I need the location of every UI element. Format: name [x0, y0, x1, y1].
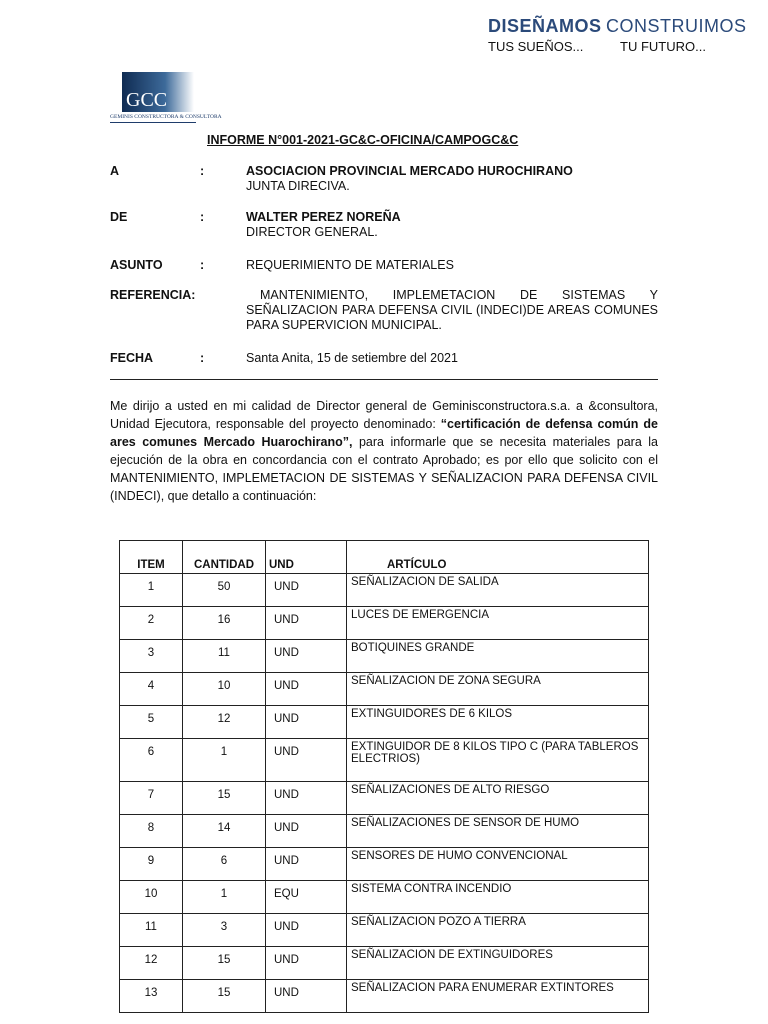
cell-unit: UND — [266, 782, 347, 815]
body-text-part1: Me dirijo a usted en mi calidad de Director general de Geminisconstructora.s.a. a &consultora, Unidad Ejecutora, responsable del proyecto denominado: — [110, 399, 658, 431]
header-unit: UND — [266, 541, 347, 574]
from-name: WALTER PEREZ NOREÑA — [246, 210, 401, 224]
cell-unit: EQU — [266, 881, 347, 914]
cell-item: 13 — [120, 980, 183, 1013]
brand-slogan-left-title: DISEÑAMOS — [488, 16, 602, 36]
cell-item: 7 — [120, 782, 183, 815]
subject-value: REQUERIMIENTO DE MATERIALES — [246, 258, 454, 272]
cell-item: 5 — [120, 706, 183, 739]
cell-unit: UND — [266, 815, 347, 848]
header-article: ARTÍCULO — [347, 541, 649, 574]
from-label: DE — [110, 210, 128, 224]
cell-item: 10 — [120, 881, 183, 914]
brand-slogan-right — [606, 16, 747, 54]
from-position: DIRECTOR GENERAL. — [246, 225, 378, 239]
cell-article: EXTINGUIDOR DE 8 KILOS TIPO C (PARA TABLEROS ELECTRIOS) — [347, 739, 649, 782]
table-header-row — [120, 541, 649, 574]
cell-article: SISTEMA CONTRA INCENDIO — [347, 881, 649, 914]
table-row — [120, 980, 649, 1013]
to-label: A — [110, 164, 120, 178]
cell-unit: UND — [266, 739, 347, 782]
cell-item: 12 — [120, 947, 183, 980]
to-value — [246, 164, 658, 194]
table-row — [120, 881, 649, 914]
to-colon: : — [200, 164, 205, 178]
from-value — [246, 210, 658, 240]
cell-item: 2 — [120, 607, 183, 640]
cell-item: 3 — [120, 640, 183, 673]
cell-article: SEÑALIZACION DE EXTINGUIDORES — [347, 947, 649, 980]
cell-quantity: 11 — [183, 640, 266, 673]
cell-unit: UND — [266, 947, 347, 980]
cell-quantity: 6 — [183, 848, 266, 881]
from-colon: : — [200, 210, 205, 224]
cell-article: BOTIQUINES GRANDE — [347, 640, 649, 673]
cell-unit: UND — [266, 574, 347, 607]
date-label: FECHA — [110, 351, 154, 365]
body-text-project-name: “certificación de defensa común de ares comunes Mercado Huarochirano”, — [110, 417, 658, 449]
table-row — [120, 739, 649, 782]
cell-quantity: 12 — [183, 706, 266, 739]
to-department: JUNTA DIRECIVA. — [246, 179, 350, 193]
table-row — [120, 815, 649, 848]
materials-table — [119, 540, 649, 1013]
brand-slogan-left-sub: TUS SUEÑOS... — [488, 39, 584, 54]
cell-article: SEÑALIZACIONES DE SENSOR DE HUMO — [347, 815, 649, 848]
brand-slogan-left — [488, 16, 602, 54]
cell-unit: UND — [266, 706, 347, 739]
cell-article: SEÑALIZACION DE ZONA SEGURA — [347, 673, 649, 706]
cell-quantity: 1 — [183, 881, 266, 914]
reference-value: MANTENIMIENTO, IMPLEMETACION DE SISTEMAS Y SEÑALIZACION PARA DEFENSA CIVIL (INDECI)DE AREAS COMUNES PARA SUPERVICION MUNICIPAL. — [246, 288, 658, 332]
cell-item: 4 — [120, 673, 183, 706]
cell-unit: UND — [266, 607, 347, 640]
cell-article: LUCES DE EMERGENCIA — [347, 607, 649, 640]
body-paragraph — [110, 397, 658, 505]
table-row — [120, 782, 649, 815]
cell-article: SEÑALIZACIONES DE ALTO RIESGO — [347, 782, 649, 815]
cell-item: 8 — [120, 815, 183, 848]
brand-slogan-right-sub: TU FUTURO... — [620, 39, 706, 54]
logo-letters: GCC — [126, 89, 168, 111]
table-row — [120, 914, 649, 947]
subject-label: ASUNTO — [110, 258, 163, 272]
cell-article: SENSORES DE HUMO CONVENCIONAL — [347, 848, 649, 881]
table-row — [120, 673, 649, 706]
cell-quantity: 16 — [183, 607, 266, 640]
cell-quantity: 50 — [183, 574, 266, 607]
brand-slogan-right-title: CONSTRUIMOS — [606, 16, 747, 36]
cell-quantity: 10 — [183, 673, 266, 706]
table-body — [120, 574, 649, 1013]
table-row — [120, 574, 649, 607]
cell-item: 1 — [120, 574, 183, 607]
header-divider — [110, 379, 658, 380]
cell-quantity: 14 — [183, 815, 266, 848]
cell-unit: UND — [266, 673, 347, 706]
cell-quantity: 15 — [183, 782, 266, 815]
reference-label: REFERENCIA: — [110, 288, 196, 302]
table-row — [120, 706, 649, 739]
cell-unit: UND — [266, 980, 347, 1013]
subject-colon: : — [200, 258, 205, 272]
table-row — [120, 607, 649, 640]
cell-unit: UND — [266, 640, 347, 673]
date-colon: : — [200, 351, 205, 365]
company-logo — [110, 72, 222, 130]
cell-unit: UND — [266, 848, 347, 881]
cell-quantity: 3 — [183, 914, 266, 947]
cell-item: 9 — [120, 848, 183, 881]
cell-article: SEÑALIZACION POZO A TIERRA — [347, 914, 649, 947]
report-title: INFORME N°001-2021-GC&C-OFICINA/CAMPOGC&C — [207, 133, 519, 147]
cell-item: 11 — [120, 914, 183, 947]
cell-article: SEÑALIZACION PARA ENUMERAR EXTINTORES — [347, 980, 649, 1013]
company-logo-icon — [110, 72, 222, 130]
header-quantity: CANTIDAD — [183, 541, 266, 574]
cell-unit: UND — [266, 914, 347, 947]
to-organization: ASOCIACION PROVINCIAL MERCADO HUROCHIRANO — [246, 164, 573, 178]
cell-article: EXTINGUIDORES DE 6 KILOS — [347, 706, 649, 739]
cell-quantity: 15 — [183, 947, 266, 980]
cell-quantity: 1 — [183, 739, 266, 782]
table-row — [120, 848, 649, 881]
cell-article: SEÑALIZACION DE SALIDA — [347, 574, 649, 607]
table-row — [120, 947, 649, 980]
cell-item: 6 — [120, 739, 183, 782]
header-item: ITEM — [120, 541, 183, 574]
date-value: Santa Anita, 15 de setiembre del 2021 — [246, 351, 458, 365]
logo-subtitle: GEMINIS CONSTRUCTORA & CONSULTORA — [110, 114, 222, 120]
cell-quantity: 15 — [183, 980, 266, 1013]
table-row — [120, 640, 649, 673]
body-text-part2: para informarle que se necesita materiales para la ejecución de la obra en concordancia con el contrato Aprobado; es por ello que solicito con el MANTENIMIENTO, IMPLEMETACION DE SISTEMAS Y SEÑALIZACION PARA DEFENSA CIVIL (INDECI), que detallo a continuación: — [110, 435, 659, 503]
